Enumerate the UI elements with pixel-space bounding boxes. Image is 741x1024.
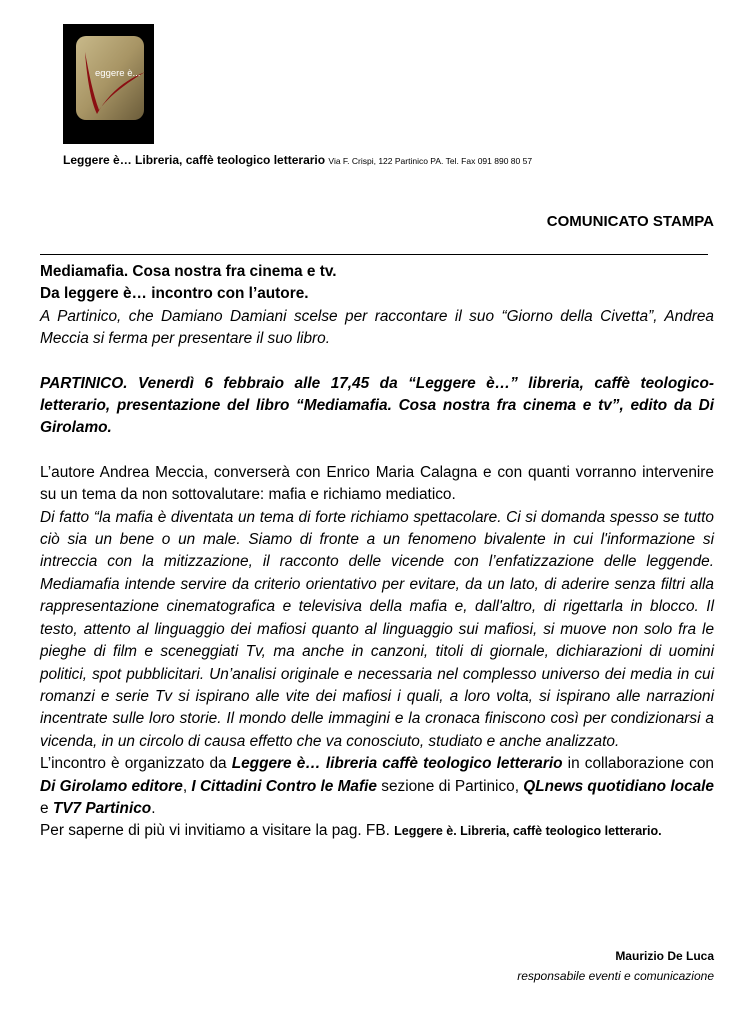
partner-1: Di Girolamo editore bbox=[40, 777, 183, 795]
signature bbox=[517, 946, 714, 986]
logo-text: eggere è... bbox=[95, 68, 141, 79]
signature-name: Maurizio De Luca bbox=[615, 949, 714, 963]
headline-1: Mediamafia. Cosa nostra fra cinema e tv. bbox=[40, 263, 337, 280]
intro-paragraph: A Partinico, che Damiano Damiani scelse per raccontare il suo “Giorno della Civetta”, Andrea Meccia si ferma per presentare il suo libro. bbox=[40, 307, 714, 348]
partner-3: QLnews quotidiano locale bbox=[523, 777, 714, 795]
header-name: Leggere è… Libreria, caffè teologico letterario bbox=[63, 153, 326, 167]
quote-paragraph: Di fatto “la mafia è diventata un tema di forte richiamo spettacolare. Ci si domanda spesso se tutto ciò sia un bene o un male. Siamo di fronte a un fenomeno bivalente in cui l'informazione si intreccia con la mitizzazione, il racconto delle vicende con l’enfatizzazione delle leggende. Mediamafia intende servire da criterio orientativo per evitare, da un lato, di aderire senza filtri alla rappresentazione cinematografica e televisiva della mafia e, dall'altro, di rigettarla in blocco. Il testo, attento al linguaggio dei mafiosi quanto al linguaggio sui mafiosi, si muove non solo fra le pieghe di film e sceneggiati Tv, ma anche in canzoni, titoli di giornale, dichiarazioni di uomini politici, spot pubblicitari. Un’analisi originale e necessaria nel complesso universo dei media in cui romanzi e serie Tv si ispirano alle vite dei mafiosi i quali, a loro volta, si ispirano alle narrazioni incentrate sulle loro storie. Il mondo delle immagini e la cronaca finiscono così per condizionarsi a vicenda, in un circolo di causa effetto che va conosciuto, studiato e anche analizzato. bbox=[40, 508, 714, 750]
logo bbox=[63, 24, 154, 144]
header-address: Via F. Crispi, 122 Partinico PA. Tel. Fax 091 890 80 57 bbox=[328, 156, 533, 166]
facebook-page-name: Leggere è. Libreria, caffè teologico letterario. bbox=[394, 824, 662, 839]
signature-role: responsabile eventi e comunicazione bbox=[517, 969, 714, 983]
divider bbox=[40, 254, 708, 255]
header-line bbox=[63, 153, 703, 167]
lead-paragraph: PARTINICO. Venerdì 6 febbraio alle 17,45 da “Leggere è…” libreria, caffè teologico-letterario, presentazione del libro “Mediamafia. Cosa nostra fra cinema e tv”, edito da Di Girolamo. bbox=[40, 374, 714, 437]
paragraph-3: Per saperne di più vi invitiamo a visitare la pag. FB. Leggere è. Libreria, caffè teologico letterario. bbox=[40, 822, 662, 840]
body-text bbox=[40, 261, 714, 843]
paragraph-2: L’incontro è organizzato da Leggere è… libreria caffè teologico letterario in collaborazione con Di Girolamo editore, I Cittadini Contro le Mafie sezione di Partinico, QLnews quotidiano locale e TV7 Partinico. bbox=[40, 755, 714, 817]
partner-2: I Cittadini Contro le Mafie bbox=[191, 777, 377, 795]
headline-2: Da leggere è… incontro con l’autore. bbox=[40, 285, 309, 303]
organizer-name: Leggere è… libreria caffè teologico letterario bbox=[231, 755, 563, 773]
document-label: COMUNICATO STAMPA bbox=[546, 213, 714, 230]
logo-graphic bbox=[63, 24, 154, 144]
partner-4: TV7 Partinico bbox=[52, 799, 152, 817]
paragraph-1: L’autore Andrea Meccia, converserà con Enrico Maria Calagna e con quanti vorranno intervenire su un tema da non sottovalutare: mafia e richiamo mediatico. bbox=[40, 463, 714, 504]
